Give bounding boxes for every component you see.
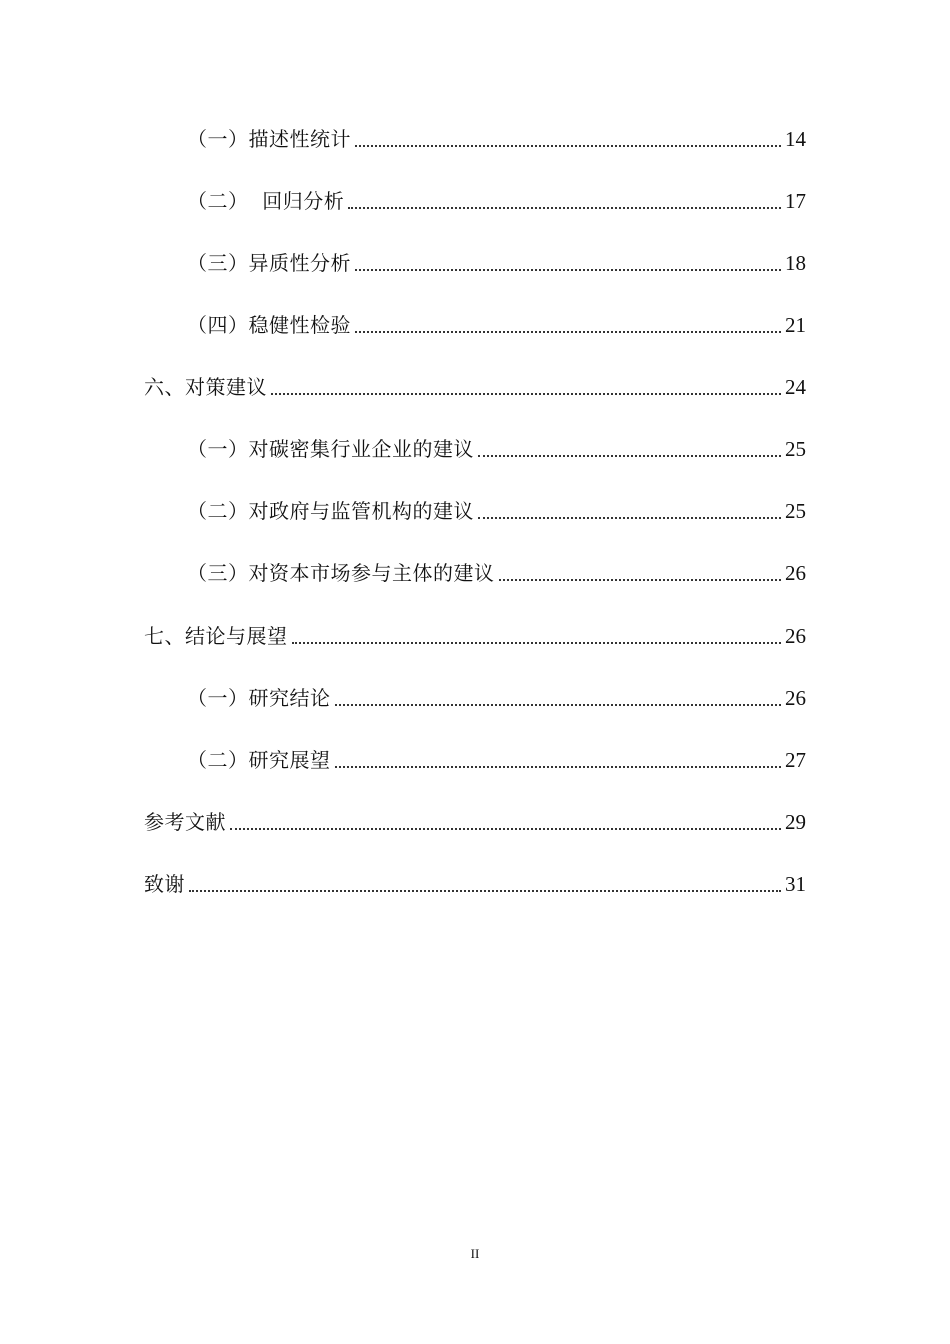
toc-entry-label: （二） 回归分析 (187, 189, 345, 213)
toc-entry-label: （一）研究结论 (187, 686, 331, 710)
toc-entry-label: 参考文献 (144, 810, 226, 834)
toc-entry-heterogeneity-analysis[interactable] (187, 248, 806, 278)
toc-entry-conclusion-outlook[interactable] (144, 621, 806, 651)
dot-leader (355, 144, 781, 147)
toc-entry-page-number: 26 (785, 624, 806, 648)
toc-entry-label: （四）稳健性检验 (187, 313, 351, 337)
toc-entry-page-number: 29 (785, 810, 806, 834)
toc-entry-page-number: 24 (785, 375, 806, 399)
toc-entry-page-number: 26 (785, 686, 806, 710)
dot-leader (348, 206, 781, 209)
toc-entry-page-number: 21 (785, 313, 806, 337)
toc-entry-robustness-test[interactable] (187, 310, 806, 340)
toc-entry-label: （三）异质性分析 (187, 251, 351, 275)
toc-entry-policy-recommendations[interactable] (144, 372, 806, 402)
toc-entry-page-number: 31 (785, 872, 806, 896)
toc-entry-capital-market-participants[interactable] (187, 558, 806, 588)
toc-entry-descriptive-statistics[interactable] (187, 124, 806, 154)
toc-entry-page-number: 18 (785, 251, 806, 275)
toc-entry-page-number: 27 (785, 748, 806, 772)
toc-entry-label: （一）对碳密集行业企业的建议 (187, 437, 474, 461)
dot-leader (478, 516, 781, 519)
toc-entry-research-outlook[interactable] (187, 745, 806, 775)
dot-leader (292, 641, 782, 644)
dot-leader (335, 765, 782, 768)
toc-entry-label: 六、对策建议 (144, 375, 267, 399)
toc-entry-government-regulators[interactable] (187, 496, 806, 526)
toc-entry-regression-analysis[interactable] (187, 186, 806, 216)
toc-entry-page-number: 17 (785, 189, 806, 213)
toc-entry-label: （二）对政府与监管机构的建议 (187, 499, 474, 523)
toc-entry-page-number: 25 (785, 499, 806, 523)
toc-entry-page-number: 25 (785, 437, 806, 461)
toc-entry-label: （二）研究展望 (187, 748, 331, 772)
toc-entry-label: 七、结论与展望 (144, 624, 288, 648)
toc-entry-page-number: 14 (785, 127, 806, 151)
toc-entry-label: 致谢 (144, 872, 185, 896)
dot-leader (499, 578, 782, 581)
toc-entry-label: （一）描述性统计 (187, 127, 351, 151)
toc-entry-research-conclusion[interactable] (187, 683, 806, 713)
dot-leader (271, 392, 781, 395)
page-number-footer: II (470, 1246, 480, 1261)
toc-entry-label: （三）对资本市场参与主体的建议 (187, 561, 495, 585)
dot-leader (478, 454, 781, 457)
dot-leader (189, 889, 781, 892)
toc-entry-references[interactable] (144, 807, 806, 837)
dot-leader (335, 703, 782, 706)
dot-leader (355, 330, 781, 333)
toc-entry-carbon-intensive-firms[interactable] (187, 434, 806, 464)
toc-entry-page-number: 26 (785, 561, 806, 585)
dot-leader (355, 268, 781, 271)
dot-leader (230, 827, 781, 830)
toc-entry-acknowledgements[interactable] (144, 869, 806, 899)
